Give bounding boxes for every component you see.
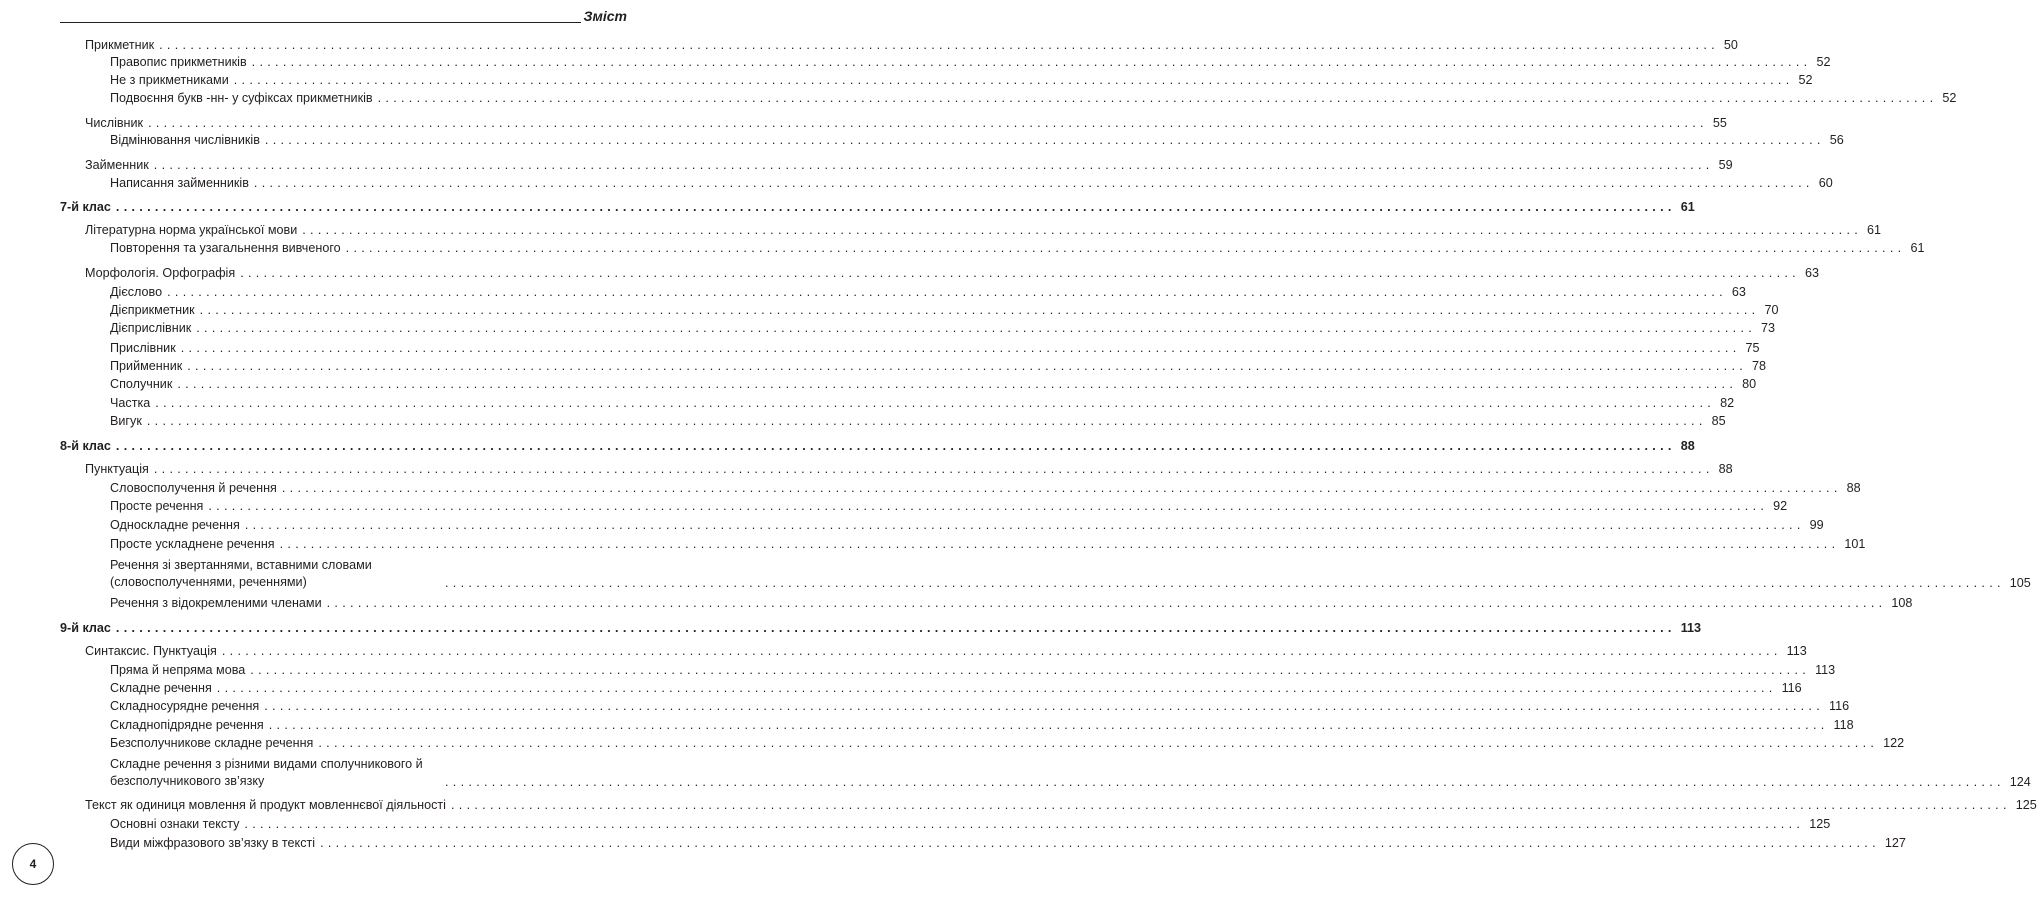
toc-entry-label: Словосполучення й речення — [110, 481, 277, 495]
toc-entry[interactable] — [110, 357, 1767, 374]
toc-entry-page: 88 — [1680, 439, 1695, 453]
toc-entry-page: 122 — [1883, 736, 1905, 750]
toc-entry[interactable] — [85, 221, 1882, 238]
toc-entry[interactable] — [110, 716, 1854, 733]
toc-entry-label: Речення зі звертаннями, вставними словами (словосполученнями, реченнями) — [110, 558, 372, 589]
toc-entry-label: 8-й клас — [60, 439, 111, 453]
toc-entry[interactable] — [85, 114, 1727, 131]
dot-leader: ........................................................................................................................................................................................................ — [155, 396, 1716, 410]
dot-leader: ........................................................................................................................................................................................................ — [233, 73, 1794, 87]
toc-entry-label: Основні ознаки тексту — [110, 817, 240, 831]
toc-entry-label: Складне речення — [110, 681, 212, 695]
dot-leader: ........................................................................................................................................................................................................ — [244, 817, 1805, 831]
toc-entry-label: Числівник — [85, 116, 144, 130]
toc-entry-page: 88 — [1846, 481, 1861, 495]
toc-entry-page: 92 — [1773, 499, 1788, 513]
toc-entry-label: Просте речення — [110, 499, 204, 513]
page-number: 4 — [29, 857, 37, 871]
toc-entry-page: 118 — [1833, 718, 1854, 732]
toc-entry-label: Вигук — [110, 414, 142, 428]
toc-entry[interactable] — [110, 301, 1779, 318]
toc-entry[interactable] — [110, 412, 1726, 429]
dot-leader: ........................................................................................................................................................................................................ — [167, 285, 1727, 299]
toc-entry-label: 9-й клас — [60, 621, 111, 635]
toc-entry[interactable] — [110, 754, 2031, 790]
dot-leader: ........................................................................................................................................................................................................ — [221, 644, 1782, 658]
dot-leader: ........................................................................................................................................................................................................ — [148, 116, 1708, 130]
toc-entry-label: Морфологія. Орфографія — [85, 266, 236, 280]
toc-entry[interactable] — [110, 734, 1905, 751]
dot-leader: ........................................................................................................................................................................................................ — [264, 699, 1825, 713]
toc-entry-page: 63 — [1804, 266, 1819, 280]
toc-entry[interactable] — [85, 156, 1733, 173]
dot-leader: ........................................................................................................................................................................................................ — [187, 359, 1748, 373]
toc-entry-page: 52 — [1942, 91, 1957, 105]
dot-leader: ........................................................................................................................................................................................................ — [115, 200, 1676, 214]
toc-entry-page: 63 — [1731, 285, 1746, 299]
toc-entry[interactable] — [110, 394, 1735, 411]
toc-entry[interactable] — [110, 535, 1866, 552]
page-title: Зміст — [583, 8, 627, 24]
toc-entry[interactable] — [60, 619, 1702, 636]
toc-entry-page: 101 — [1844, 537, 1866, 551]
toc-entry-page: 52 — [1816, 55, 1831, 69]
toc-entry-page: 88 — [1718, 462, 1733, 476]
toc-entry[interactable] — [110, 53, 1831, 70]
toc-entry[interactable] — [110, 479, 1861, 496]
toc-entry-page: 116 — [1829, 699, 1850, 713]
dot-leader: ........................................................................................................................................................................................................ — [326, 596, 1887, 610]
toc-entry[interactable] — [110, 661, 1836, 678]
toc-entry-page: 56 — [1829, 133, 1844, 147]
toc-entry-label: Пряма й непряма мова — [110, 663, 246, 677]
toc-entry-label: Написання займенників — [110, 176, 249, 190]
toc-entry-page: 78 — [1752, 359, 1767, 373]
toc-entry-label: Складнопідрядне речення — [110, 718, 264, 732]
toc-entry[interactable] — [60, 437, 1695, 454]
dot-leader: ........................................................................................................................................................................................................ — [279, 537, 1840, 551]
dot-leader: ........................................................................................................................................................................................................ — [208, 499, 1769, 513]
toc-entry[interactable] — [110, 834, 1906, 851]
toc-entry-label: Прикметник — [85, 38, 155, 52]
toc-entry-page: 70 — [1764, 303, 1779, 317]
toc-entry[interactable] — [110, 89, 1957, 106]
toc-entry-label: Речення з відокремленими членами — [110, 596, 322, 610]
toc-entry-label: Не з прикметниками — [110, 73, 229, 87]
toc-entry-page: 73 — [1761, 321, 1776, 335]
dot-leader: ........................................................................................................................................................................................................ — [251, 55, 1812, 69]
toc-entry-label: Подвоєння букв -нн- у суфіксах прикметників — [110, 91, 373, 105]
dot-leader: ........................................................................................................................................................................................................ — [199, 303, 1760, 317]
toc-entry[interactable] — [110, 131, 1844, 148]
dot-leader: ........................................................................................................................................................................................................ — [146, 414, 1707, 428]
toc-entry[interactable] — [110, 319, 1776, 336]
toc-entry-page: 50 — [1723, 38, 1738, 52]
toc-entry[interactable] — [110, 339, 1760, 356]
toc-entry-label: Односкладне речення — [110, 518, 240, 532]
toc-entry-page: 113 — [1786, 644, 1807, 658]
toc-entry-label: Прийменник — [110, 359, 183, 373]
dot-leader: ........................................................................................................................................................................................................ — [177, 377, 1738, 391]
toc-entry-page: 82 — [1720, 396, 1735, 410]
toc-entry-page: 116 — [1781, 681, 1802, 695]
toc-entry[interactable] — [85, 796, 2037, 813]
toc-entry-page: 52 — [1798, 73, 1813, 87]
dot-leader: ........................................................................................................................................................................................................ — [445, 775, 2005, 789]
toc-entry-page: 108 — [1891, 596, 1913, 610]
toc-entry-label: Пунктуація — [85, 462, 149, 476]
toc-entry[interactable] — [85, 36, 1738, 53]
toc-entry[interactable] — [110, 497, 1788, 514]
toc-entry-page: 113 — [1680, 621, 1702, 635]
toc-entry-page: 55 — [1712, 116, 1727, 130]
dot-leader: ........................................................................................................................................................................................................ — [320, 836, 1880, 850]
dot-leader: ........................................................................................................................................................................................................ — [302, 223, 1863, 237]
toc-entry-label: Складносурядне речення — [110, 699, 260, 713]
toc-entry-label: Займенник — [85, 158, 149, 172]
dot-leader: ........................................................................................................................................................................................................ — [159, 38, 1719, 52]
toc-entry-page: 105 — [2009, 576, 2031, 590]
dot-leader: ........................................................................................................................................................................................................ — [115, 621, 1676, 635]
toc-entry-label: Прислівник — [110, 341, 176, 355]
page-number-badge — [12, 843, 54, 885]
toc-entry[interactable] — [85, 642, 1807, 659]
dot-leader: ........................................................................................................................................................................................................ — [345, 241, 1906, 255]
toc-entry[interactable] — [110, 594, 1913, 611]
toc-entry-label: Дієслово — [110, 285, 163, 299]
toc-entry-page: 61 — [1680, 200, 1695, 214]
toc-entry-label: Безсполучникове складне речення — [110, 736, 314, 750]
dot-leader: ........................................................................................................................................................................................................ — [250, 663, 1811, 677]
toc-entry-page: 99 — [1809, 518, 1824, 532]
toc-entry[interactable] — [85, 264, 1819, 281]
toc-entry-label: Дієприкметник — [110, 303, 195, 317]
toc-entry[interactable] — [110, 697, 1850, 714]
toc-entry[interactable] — [85, 460, 1733, 477]
dot-leader: ........................................................................................................................................................................................................ — [264, 133, 1825, 147]
dot-leader: ........................................................................................................................................................................................................ — [180, 341, 1741, 355]
toc-entry-page: 59 — [1718, 158, 1733, 172]
toc-entry-label: 7-й клас — [60, 200, 111, 214]
toc-entry-page: 127 — [1884, 836, 1906, 850]
toc-entry-label: Текст як одиниця мовлення й продукт мовленнєвої діяльності — [85, 798, 446, 812]
dot-leader: ........................................................................................................................................................................................................ — [244, 518, 1805, 532]
dot-leader: ........................................................................................................................................................................................................ — [377, 91, 1938, 105]
toc-entry-label: Правопис прикметників — [110, 55, 247, 69]
toc-entry-page: 75 — [1745, 341, 1760, 355]
toc-entry-page: 125 — [2015, 798, 2037, 812]
toc-entry-page: 61 — [1867, 223, 1882, 237]
toc-entry-label: Повторення та узагальнення вивченого — [110, 241, 341, 255]
toc-entry-page: 124 — [2009, 775, 2031, 789]
dot-leader: ........................................................................................................................................................................................................ — [445, 576, 2005, 590]
toc-entry[interactable] — [110, 679, 1802, 696]
toc-entry[interactable] — [60, 198, 1695, 215]
dot-leader: ........................................................................................................................................................................................................ — [216, 681, 1777, 695]
toc-entry-label: Частка — [110, 396, 151, 410]
dot-leader: ........................................................................................................................................................................................................ — [153, 158, 1714, 172]
toc-entry-label: Види міжфразового зв’язку в тексті — [110, 836, 316, 850]
dot-leader: ........................................................................................................................................................................................................ — [281, 481, 1842, 495]
toc-entry[interactable] — [110, 555, 2031, 591]
toc-entry[interactable] — [110, 174, 1833, 191]
toc-entry[interactable] — [110, 239, 1925, 256]
toc-entry[interactable] — [110, 516, 1824, 533]
toc-entry-page: 113 — [1815, 663, 1836, 677]
dot-leader: ........................................................................................................................................................................................................ — [318, 736, 1879, 750]
dot-leader: ........................................................................................................................................................................................................ — [268, 718, 1829, 732]
toc-entry-page: 61 — [1910, 241, 1925, 255]
dot-leader: ........................................................................................................................................................................................................ — [450, 798, 2011, 812]
dot-leader: ........................................................................................................................................................................................................ — [153, 462, 1714, 476]
toc-entry[interactable] — [110, 71, 1813, 88]
toc-entry[interactable] — [110, 283, 1746, 300]
toc-entry-label: Просте ускладнене речення — [110, 537, 275, 551]
toc-entry-label: Відмінювання числівників — [110, 133, 260, 147]
toc-entry-page: 85 — [1711, 414, 1726, 428]
toc-entry-page: 125 — [1809, 817, 1831, 831]
dot-leader: ........................................................................................................................................................................................................ — [253, 176, 1814, 190]
toc-entry-page: 80 — [1742, 377, 1757, 391]
toc-entry-label: Складне речення з різними видами сполучникового й безсполучникового зв’язку — [110, 757, 423, 788]
toc-entry-page: 60 — [1818, 176, 1833, 190]
dot-leader: ........................................................................................................................................................................................................ — [240, 266, 1800, 280]
toc-entry-label: Літературна норма української мови — [85, 223, 298, 237]
toc-entry[interactable] — [110, 375, 1757, 392]
toc-entry[interactable] — [110, 815, 1831, 832]
dot-leader: ........................................................................................................................................................................................................ — [115, 439, 1676, 453]
toc-entry-label: Дієприслівник — [110, 321, 192, 335]
dot-leader: ........................................................................................................................................................................................................ — [196, 321, 1757, 335]
toc-entry-label: Сполучник — [110, 377, 173, 391]
toc-entry-label: Синтаксис. Пунктуація — [85, 644, 217, 658]
